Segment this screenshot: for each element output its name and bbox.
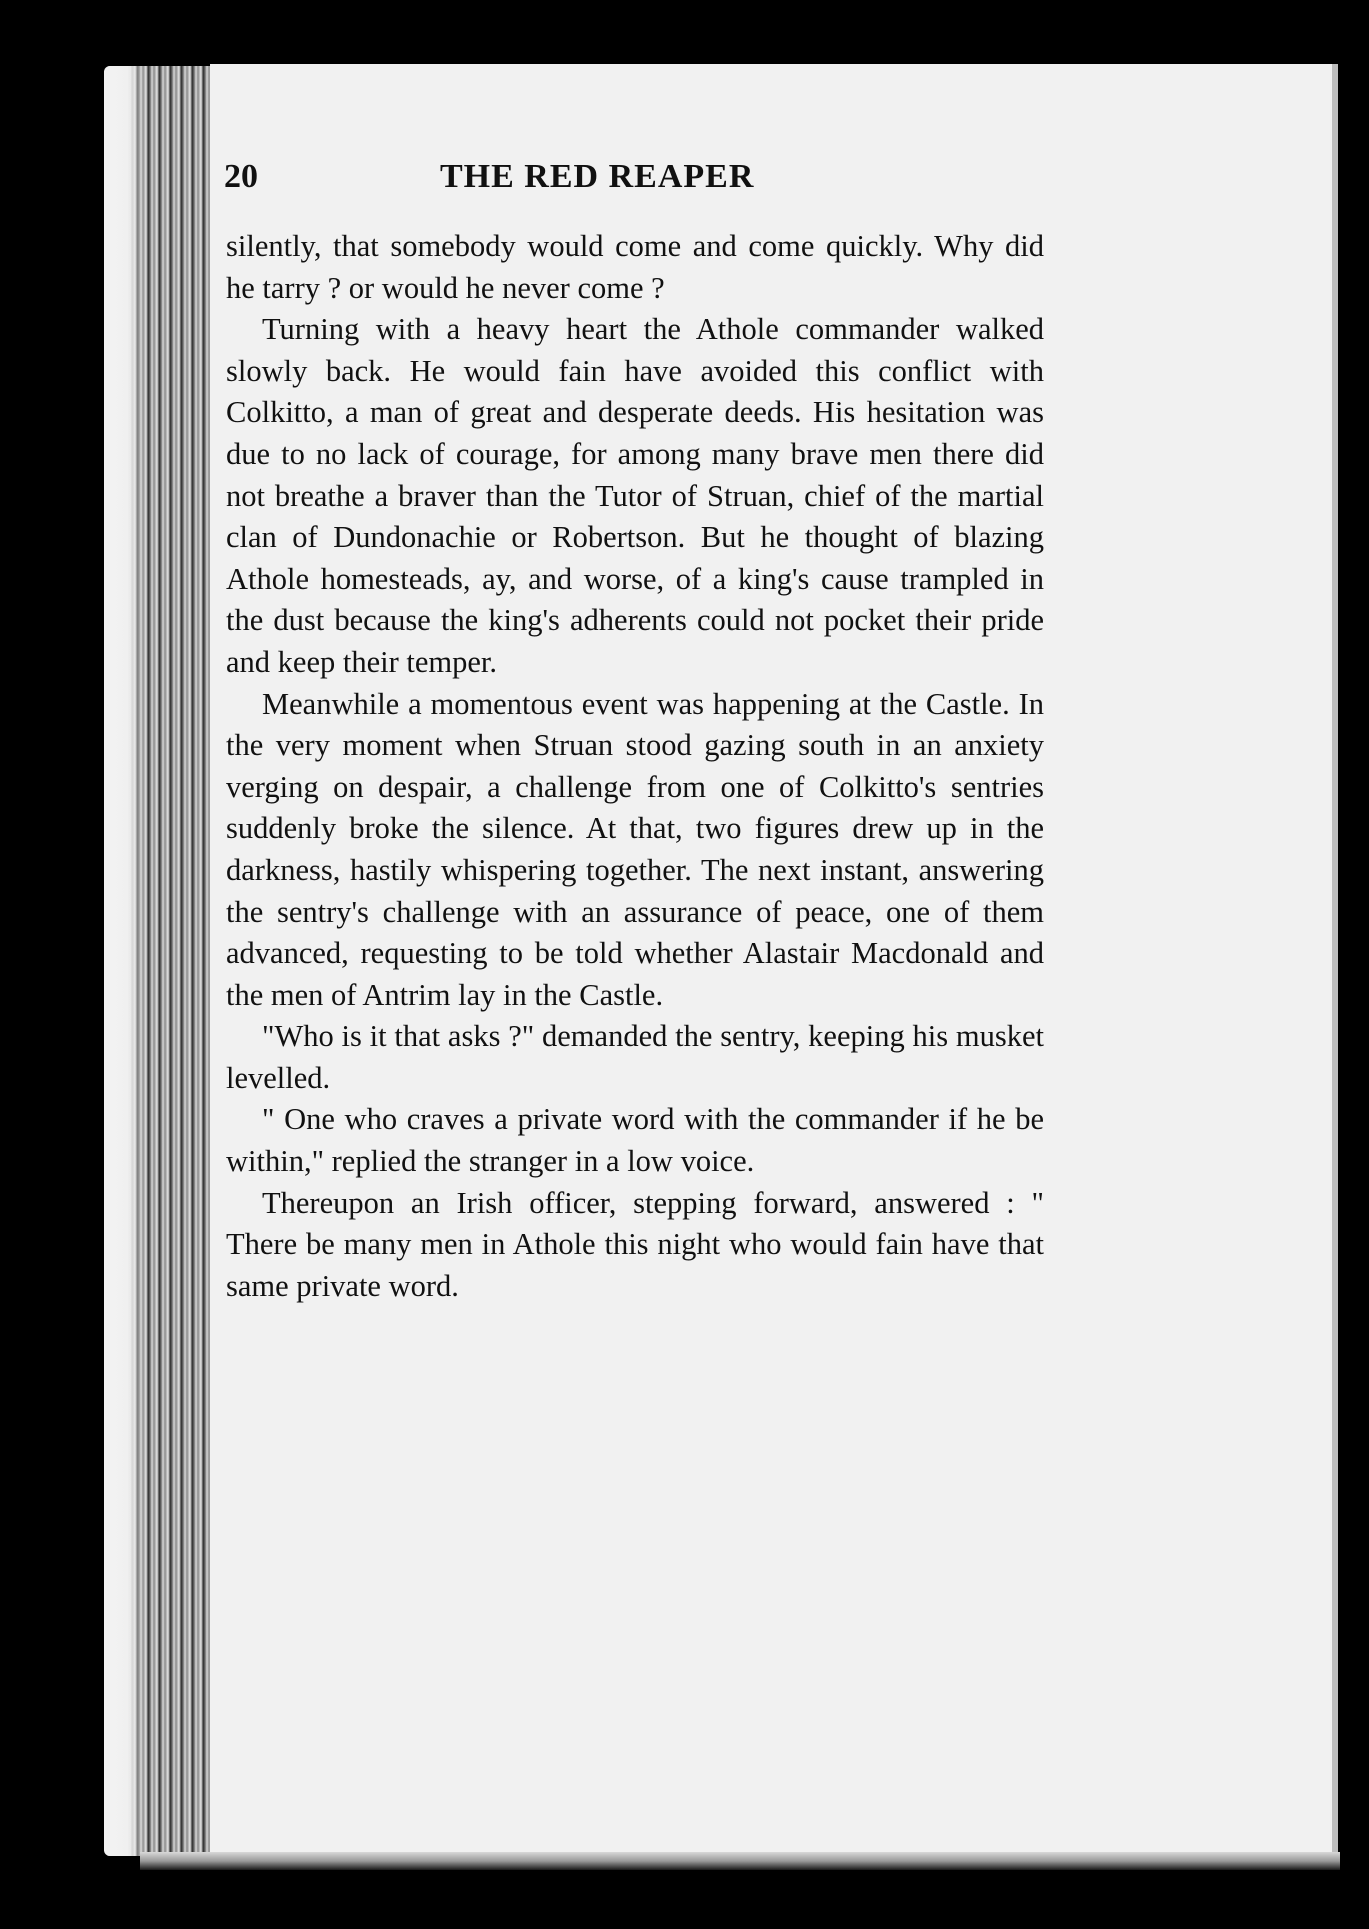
paragraph-continued: silently, that somebody would come and come quickly. Why did he tarry ? or would he never come ? [226,229,1044,305]
paragraph: Meanwhile a momentous event was happening at the Castle. In the very moment when Struan stood gazing south in an anxiety verging on despair, a challenge from one of Colkitto's sentries suddenly broke the silence. At that, two figures drew up in the darkness, hastily whispering together. The next instant, answering the sentry's challenge with an assurance of peace, one of them advanced, requesting to be told whether Alastair Macdonald and the men of Antrim lay in the Castle. [226,686,1044,1012]
page-number: 20 [224,158,258,195]
book-page-edges [104,66,210,1856]
page-bottom-edge [140,1852,1340,1870]
body-text [226,226,1044,1307]
paragraph: " One who craves a private word with the commander if he be within," replied the stranger in a low voice. [226,1102,1044,1179]
running-head [224,158,1044,218]
book-title: THE RED REAPER [440,158,755,195]
paragraph: "Who is it that asks ?" demanded the sentry, keeping his musket levelled. [226,1019,1044,1095]
paragraph: Turning with a heavy heart the Athole commander walked slowly back. He would fain have avoided this conflict with Colkitto, a man of great and desperate deeds. His hesitation was due to no lack of courage, for among many brave men there did not breathe a braver than the Tutor of Struan, chief of the martial clan of Dundonachie or Robertson. But he thought of blazing Athole homesteads, ay, and worse, of a king's cause trampled in the dust because the king's adherents could not pocket their pride and keep their temper. [226,312,1044,679]
paragraph: Thereupon an Irish officer, stepping forward, answered : " There be many men in Athole this night who would fain have that same private word. [226,1185,1044,1303]
